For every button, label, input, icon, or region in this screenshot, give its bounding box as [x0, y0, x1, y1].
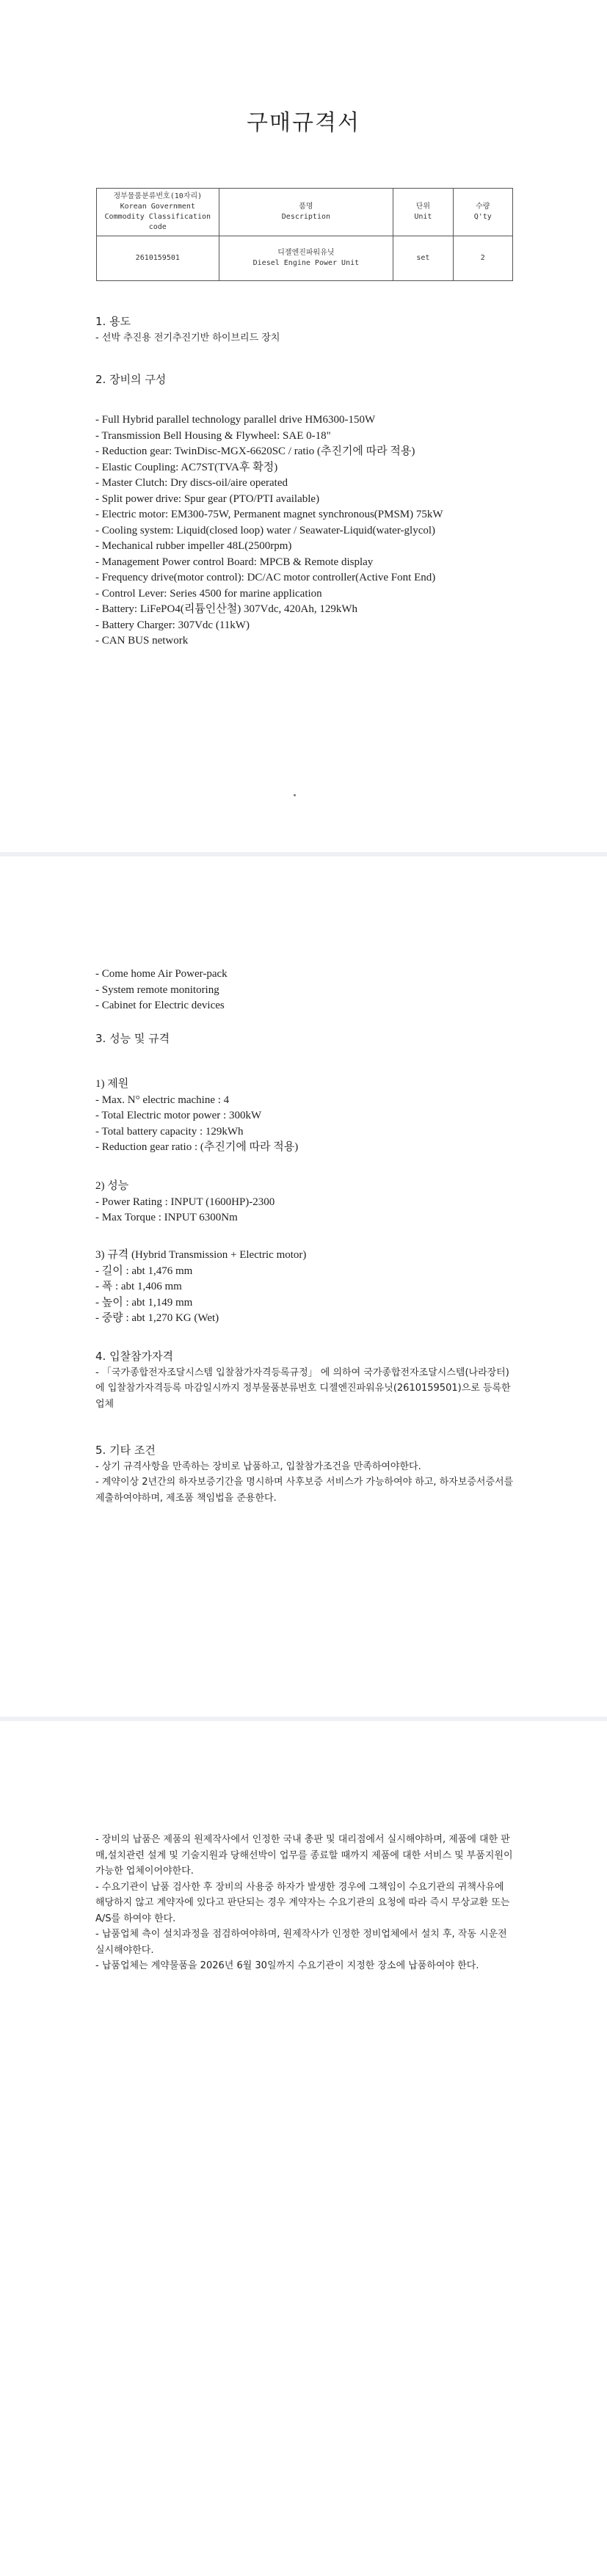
header-text: 수량 [476, 203, 490, 211]
list-item: - 높이 : abt 1,149 mm [95, 1296, 193, 1309]
cell-text: Diesel Engine Power Unit [252, 259, 360, 267]
list-item: - CAN BUS network [95, 635, 189, 647]
list-item: - Max Torque : INPUT 6300Nm [95, 1212, 238, 1223]
section-heading: 5. 기타 조건 [95, 1444, 156, 1457]
list-item: - System remote monitoring [95, 983, 219, 996]
list-item: - 길이 : abt 1,476 mm [95, 1265, 193, 1277]
list-item: - 납품업체 측이 설치과정을 점검하여야하며, 원제작사가 인정한 정비업체에서 설치 후, 작동 시운전 실시해야한다. [95, 1929, 507, 1956]
list-item: - 장비의 납품은 제품의 원제작사에서 인정한 국내 총판 및 대리점에서 실시해야하며, 제품에 대한 판매,설치관련 설계 및 기술지원과 당해선박이 업무를 종료할 때까지 제품에 대한 서비스 및 부품지원이 가능한 업체이어야한다. [95, 1834, 513, 1877]
list-item: - Cooling system: Liquid(closed loop) water / Seawater-Liquid(water-glycol) [95, 524, 436, 536]
list-item: - 선박 추진용 전기추진기반 하이브리드 장치 [95, 332, 280, 343]
header-text: Commodity Classification code [104, 213, 211, 231]
page-3 [0, 1722, 607, 2576]
section-heading: 2. 장비의 구성 [95, 373, 167, 386]
list-item: - Reduction gear: TwinDisc-MGX-6620SC / ratio (추진기에 따라 적용) [95, 445, 415, 457]
header-text: 정부물품분류번호(10자리) [113, 192, 203, 200]
section-1 [95, 314, 536, 346]
header-text: 품명 [299, 203, 313, 211]
header-text: Description [281, 213, 331, 221]
list-item: - Come home Air Power-pack [95, 968, 228, 980]
list-item: - Management Power control Board: MPCB & Remote display [95, 556, 374, 568]
section-2-list [95, 412, 536, 650]
section-2 [95, 372, 536, 388]
subsection-heading: 3) 규격 (Hybrid Transmission + Electric motor) [95, 1249, 307, 1261]
section-4 [95, 1349, 536, 1412]
cell-text: 디젤엔진파워유닛 [277, 249, 335, 257]
section-3-2 [95, 1179, 536, 1226]
list-item: - Elastic Coupling: AC7ST(TVA후 확정) [95, 461, 278, 473]
paragraph: - 「국가종합전자조달시스템 입찰참가자격등록규정」 에 의하여 국가종합전자조달시스템(나라장터)에 입찰참가자격등록 마감일시까지 정부물품분류번호 디젤엔진파워유닛(2610159501)으로 등록한 업체 [95, 1367, 511, 1410]
list-item: - 폭 : abt 1,406 mm [95, 1281, 182, 1292]
section-3-3 [95, 1248, 536, 1327]
list-item: - 납품업체는 계약물품을 2026년 6월 30일까지 수요기관이 지정한 장소에 납품하여야 한다. [95, 1960, 479, 1971]
section-heading: 3. 성능 및 규격 [95, 1032, 170, 1045]
list-item: - Total Electric motor power : 300kW [95, 1110, 262, 1121]
list-item: - Control Lever: Series 4500 for marine application [95, 587, 322, 600]
list-item: - 계약이상 2년간의 하자보증기간을 명시하며 사후보증 서비스가 가능하여야 하고, 하자보증서증서를 제출하여야하며, 제조품 책임법을 준용한다. [95, 1477, 514, 1504]
section-2-list-cont [95, 967, 536, 1014]
list-item: - Total battery capacity : 129kWh [95, 1125, 244, 1138]
section-heading: 1. 용도 [95, 315, 131, 328]
header-qty [453, 189, 512, 236]
list-item: - Cabinet for Electric devices [95, 1000, 225, 1011]
page-separator [0, 1717, 607, 1721]
header-description [219, 189, 393, 236]
section-heading: 4. 입찰참가자격 [95, 1350, 174, 1363]
list-item: - Master Clutch: Dry discs-oil/aire operated [95, 477, 288, 489]
page-mark [294, 794, 296, 796]
document-title: 구매규격서 [247, 110, 360, 136]
list-item: - 중량 : abt 1,270 KG (Wet) [95, 1312, 219, 1324]
section-5 [95, 1443, 536, 1506]
list-item: - Split power drive: Spur gear (PTO/PTI available) [95, 492, 320, 505]
header-text: Q'ty [473, 213, 492, 221]
cell-qty: 2 [453, 236, 512, 281]
page-separator [0, 852, 607, 856]
list-item: - Frequency drive(motor control): DC/AC motor controller(Active Font End) [95, 572, 436, 583]
list-item: - 상기 규격사항을 만족하는 장비로 납품하고, 입찰참가조건을 만족하여야한다. [95, 1460, 421, 1472]
list-item: - Mechanical rubber impeller 48L(2500rpm) [95, 540, 292, 552]
cell-description [219, 236, 393, 281]
page-2 [0, 857, 607, 1716]
list-item: - Electric motor: EM300-75W, Permanent magnet synchronous(PMSM) 75kW [95, 509, 443, 520]
table-row [97, 236, 513, 281]
list-item: - Full Hybrid parallel technology parallel drive HM6300-150W [95, 414, 376, 426]
list-item: - Battery Charger: 307Vdc (11kW) [95, 619, 250, 631]
cell-code: 2610159501 [97, 236, 219, 281]
terms-list [95, 1832, 536, 1974]
subsection-heading: 1) 제원 [95, 1078, 129, 1090]
section-3 [95, 1031, 536, 1047]
list-item: - Battery: LiFePO4(리튬인산철) 307Vdc, 420Ah, 129kWh [95, 603, 357, 615]
list-item: - 수요기관이 납품 검사한 후 장비의 사용중 하자가 발생한 경우에 그책임이 수요기관의 귀책사유에 해당하지 않고 계약자에 있다고 판단되는 경우 계약자는 수요기관의 요청에 따라 즉시 무상교환 또는 A/S를 하여야 한다. [95, 1881, 510, 1924]
page-1 [0, 0, 607, 851]
header-unit [393, 189, 453, 236]
list-item: - Max. N° electric machine : 4 [95, 1094, 230, 1106]
table-header-row [97, 189, 513, 236]
header-text: 단위 [415, 203, 431, 211]
list-item: - Transmission Bell Housing & Flywheel: SAE 0-18" [95, 429, 331, 442]
spec-table [96, 188, 513, 281]
header-text: Unit [414, 213, 432, 221]
header-classification-code [97, 189, 219, 236]
cell-unit: set [393, 236, 453, 281]
header-text: Korean Government [120, 203, 195, 211]
subsection-heading: 2) 성능 [95, 1180, 129, 1192]
list-item: - Power Rating : INPUT (1600HP)-2300 [95, 1196, 275, 1208]
section-3-1 [95, 1077, 536, 1156]
list-item: - Reduction gear ratio : (추진기에 따라 적용) [95, 1141, 299, 1153]
